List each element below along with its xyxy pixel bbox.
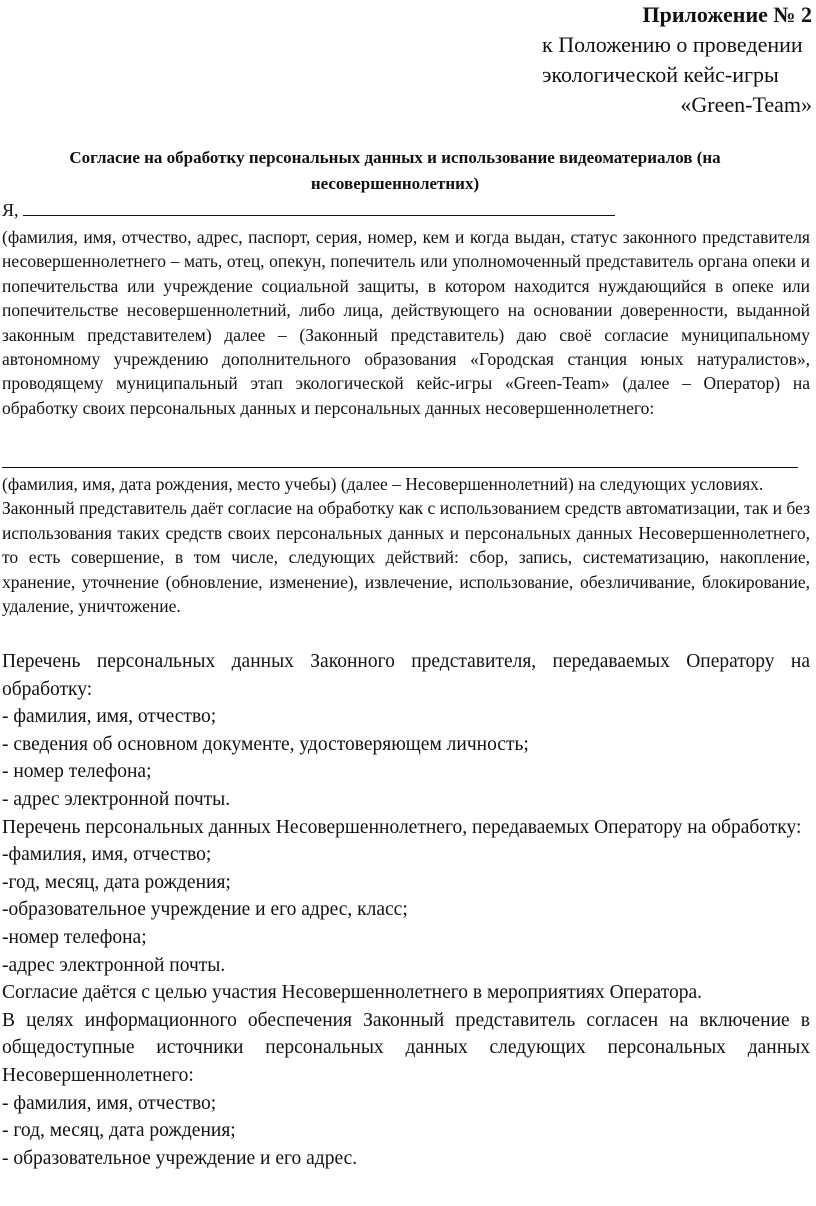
paragraph-conditions xyxy=(2,472,810,618)
list-item: - фамилия, имя, отчество; xyxy=(2,706,217,728)
list-item: - год, месяц, дата рождения; xyxy=(2,1120,236,1142)
list-item: - сведения об основном документе, удостоверяющем личность; xyxy=(2,733,529,755)
list-item: - номер телефона; xyxy=(2,761,152,783)
lists-section xyxy=(2,648,810,1172)
appendix-line-1: к Положению о проведении xyxy=(542,32,803,57)
paragraph-consent xyxy=(2,225,810,420)
appendix-line-3: «Green-Team» xyxy=(680,92,812,117)
representative-name-blank[interactable] xyxy=(23,199,615,216)
list-item: -адрес электронной почты. xyxy=(2,954,226,976)
list-item: - фамилия, имя, отчество; xyxy=(2,1092,217,1114)
public-list-intro: В целях информационного обеспечения Законный представитель согласен на включение в общедоступные источники персональных данных следующих персональных данных Несовершеннолетнего: xyxy=(2,1009,810,1086)
list-item: -образовательное учреждение и его адрес, класс; xyxy=(2,899,408,921)
appendix-header xyxy=(542,0,812,120)
paragraph-3: Законный представитель даёт согласие на обработку как с использованием средств автоматизации, так и без использования таких средств своих персональных данных и персональных данных Несовершеннолетнего, то есть совершение, в том числе, следующих действий: сбор, запись, систематизацию, накопление, хранение, уточнение (обновление, изменение), извлечение, использование, обезличивание, блокирование, удаление, уничтожение. xyxy=(2,498,810,617)
minor-list-intro: Перечень персональных данных Несовершеннолетнего, передаваемых Оператору на обработку: xyxy=(2,816,802,838)
appendix-number: Приложение № 2 xyxy=(642,2,812,27)
list-item: - адрес электронной почты. xyxy=(2,788,231,810)
list-item: -год, месяц, дата рождения; xyxy=(2,871,231,893)
appendix-line-2: экологической кейс-игры xyxy=(542,62,779,87)
document-title: Согласие на обработку персональных данных и использование видеоматериалов (на несовершеннолетних) xyxy=(69,148,721,193)
list-item: -фамилия, имя, отчество; xyxy=(2,844,212,866)
list-item: - образовательное учреждение и его адрес. xyxy=(2,1147,358,1169)
purpose-text: Согласие даётся с целью участия Несовершеннолетнего в мероприятиях Оператора. xyxy=(2,982,703,1004)
paragraph-2: (фамилия, имя, дата рождения, место учебы) (далее – Несовершеннолетний) на следующих условиях. xyxy=(2,474,764,494)
name-field-row xyxy=(2,198,615,222)
rep-list-intro: Перечень персональных данных Законного представителя, передаваемых Оператору на обработку: xyxy=(2,651,810,700)
paragraph-1: (фамилия, имя, отчество, адрес, паспорт, серия, номер, кем и когда выдан, статус законного представителя несовершеннолетнего – мать, отец, опекун, попечитель или уполномоченный представитель органа опеки и попечительства или учреждение социальной защиты, в котором находится нуждающийся в опеке или попечительстве несовершеннолетний, либо лица, действующего на основании доверенности, выданной законным представителем) далее – (Законный представитель) даю своё согласие муниципальному автономному учреждению дополнительного образования «Городская станция юных натуралистов», проводящему муниципальный этап экологической кейс-игры «Green-Team» (далее – Оператор) на обработку своих персональных данных и персональных данных несовершеннолетнего: xyxy=(2,227,810,418)
minor-name-blank[interactable] xyxy=(2,467,798,468)
ya-label: Я, xyxy=(2,200,19,220)
list-item: -номер телефона; xyxy=(2,926,147,948)
